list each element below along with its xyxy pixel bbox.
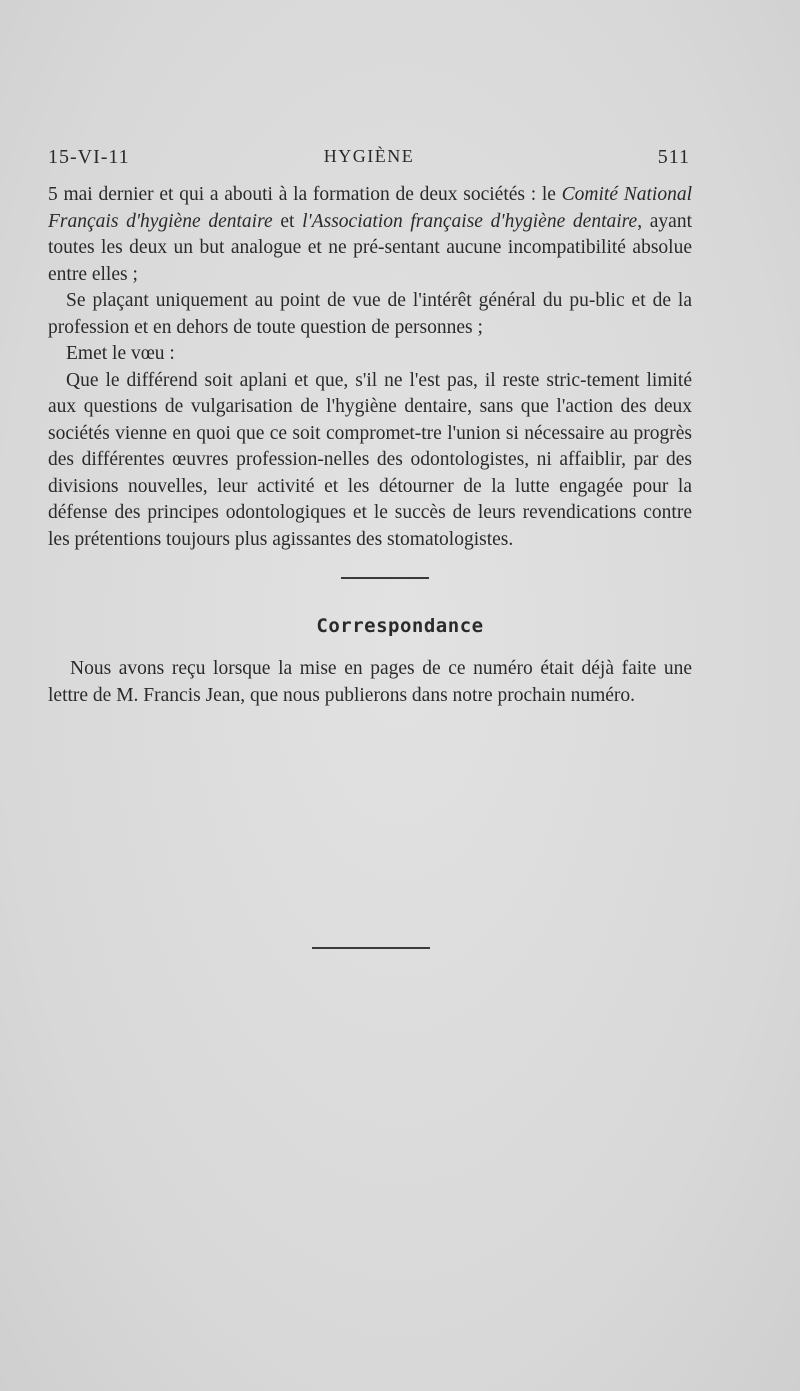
issue-date: 15-VI-11 [48,146,130,168]
text-run: , ayant toutes les deux un but analogue et ne pré-sentant aucune incompatibilité absolue entre elles ; [48,210,692,285]
running-header [48,146,690,176]
text-run: 5 mai dernier et qui a abouti à la formation de deux sociétés : le [48,184,562,205]
section-divider [341,577,429,579]
end-divider [312,947,430,949]
paragraph-2: Se plaçant uniquement au point de vue de l'intérêt général du pu-blic et de la profession et en dehors de toute question de personnes ; [48,290,692,338]
paragraph-4: Que le différend soit aplani et que, s'il ne l'est pas, il reste stric-tement limité aux questions de vulgarisation de l'hygiène dentaire, sans que l'action des deux sociétés vienne en quoi que ce soit compromet-tre l'union si nécessaire au progrès des différentes œuvres profession-nelles des odontologistes, ni affaiblir, par des divisions nouvelles, leur activité et les détourner de la lutte engagée pour la défense des principes odontologiques et le succès de leurs revendications contre les prétentions toujours plus agissantes des stomatologistes. [48,369,692,550]
paragraph-1 [48,182,692,288]
correspondence-text [48,656,692,709]
italic-name-comite: Comité National Français d'hygiène dentaire [48,184,692,232]
paragraph-3: Emet le vœu : [66,343,175,364]
italic-name-association: l'Association française d'hygiène dentaire [302,210,638,232]
running-title: HYGIÈNE [323,146,415,166]
correspondence-paragraph: Nous avons reçu lorsque la mise en pages de ce numéro était déjà faite une lettre de M. Francis Jean, que nous publierons dans notre prochain numéro. [48,658,692,706]
section-title: Correspondance [316,615,484,637]
text-run: et [272,210,303,232]
page-number: 511 [657,146,690,168]
resolution-text [48,182,692,553]
